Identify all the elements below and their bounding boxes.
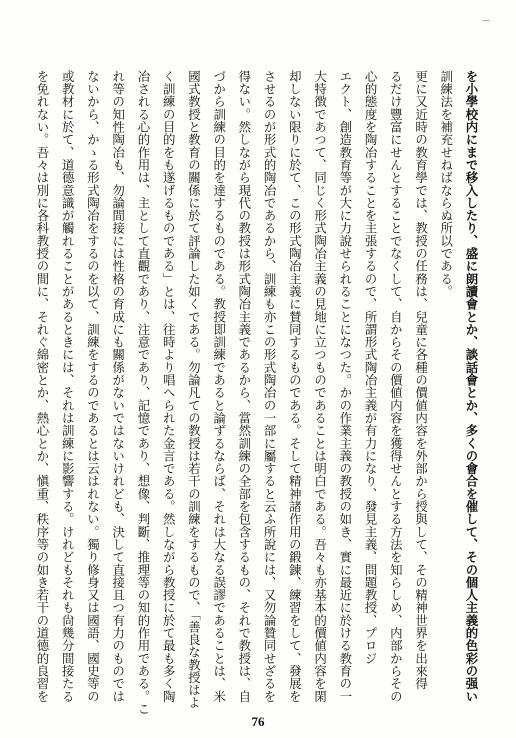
text-column: エクト、創造教育等が大に力說せられることになつた。かの作業主義の教授の如き、實に最近に於ける教育の一 [337,70,353,703]
text-column: 心的態度を陶冶することを主張するので、所謂形式陶冶主義が有力になり、發見主義、問題教授、プロジ [363,70,379,665]
text-column: づから訓練の目的を達するものである。教授即訓練であると論ずるならば、それは大なる誤謬であることは、米 [211,70,227,703]
text-column: 或教材に於て、道德意識が觸れることがあるときには、それは訓練に影響する。けれどもそれも尙幾分間接たる [60,70,76,703]
text-column: 得ない。然しながら現代の教授は形式陶冶主義であるから、當然訓練の全部を包含するもの、それで教授は、自 [236,70,252,703]
page-number: 76 [251,714,265,729]
text-column: 更に又近時の教育學では、教授の任務は、兒童に各種の價値内容を外部から授與して、その精神世界を出來得 [413,70,429,690]
text-column: 大特徴であつて、同じく形式陶冶主義の見地に立つものであることは明白である。吾々も亦基本的價値内容を閑 [312,70,328,703]
text-column: 却しない限りに於て、この形式陶冶主義に賛同するものである。そして精神諸作用の鍛錬、練習をして、發展を [287,70,303,703]
text-column: 訓練法を補充せねばならぬ所以である。 [438,70,454,298]
text-column: 冶される心的作用は、主として直觀であり、注意であり、記憶であり、想像、判斷、推理等の知的作用である。こ [135,70,151,716]
corner-mark: — [482,16,490,25]
text-column: るだけ豐富にせんとすることでなくして、自からその價値内容を獲得せんとする方法を知らしめ、内部からその [388,70,404,703]
text-column: れ等の知性陶冶も、勿論間接には性格の育成にも關係がないではないけれども、決して直接且つ有力のものでは [110,70,126,703]
text-column: を免れない。吾々は別に各科教授の間に、それぐ綿密とか、熱心とか、愼重、秩序等の如き若干の道德的良習を [35,70,50,703]
text-column: く訓練の目的をも遂げるものである」とは、往時より唱へられた金言である。然しながら教授に於て最も多く陶 [161,70,177,703]
text-column: 國式教授と教育の關係に於て評論した如くである。勿論凡ての教授は若干の訓練をするもので、「善良な教授はよ [186,70,202,709]
vertical-text-body [35,70,479,716]
text-column: を小學校内にまで移入したり、盛に朗讀會とか、談話會とか、多くの會合を催して、その個人主義的色彩の强い [463,70,479,703]
text-column: させるのが形式的陶冶であるから、訓練も亦この形式陶冶の一部に屬すると云ふ所說には、又勿論贊同せざるを [262,70,278,703]
text-column: ないから、かゝる形式陶冶をするのを以て、訓練をするのであるとは云はれない。獨り修身又は國語、國史等の [85,70,101,703]
